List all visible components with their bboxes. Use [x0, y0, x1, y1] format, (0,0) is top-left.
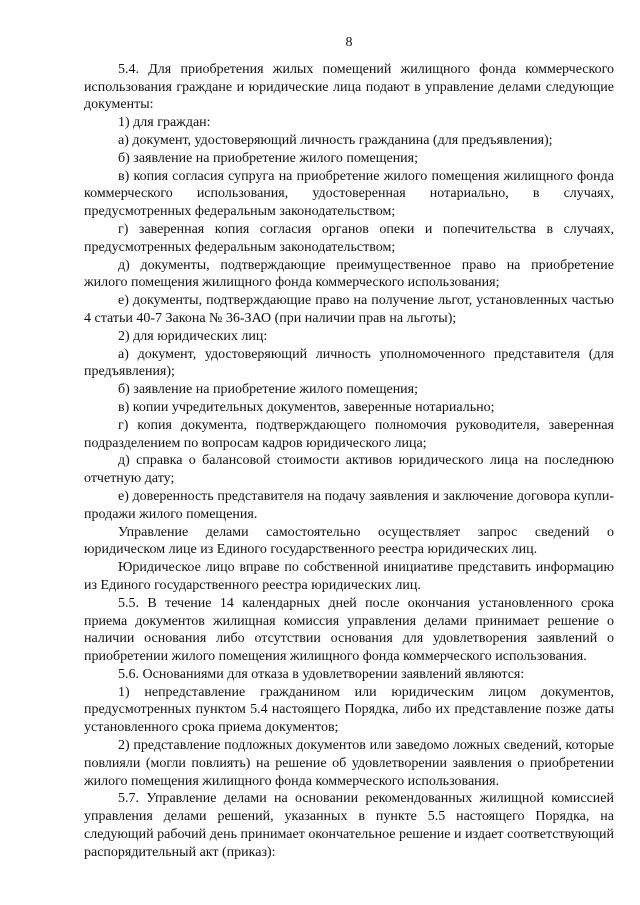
paragraph: б) заявление на приобретение жилого помещения;: [118, 382, 419, 398]
paragraph: д) справка о балансовой стоимости активов юридического лица на последнюю отчетную дату;: [84, 453, 614, 487]
paragraph: г) копия документа, подтверждающего полномочия руководителя, заверенная подразделением по вопросам кадров юридического лица;: [84, 417, 614, 451]
paragraph: Управление делами самостоятельно осуществляет запрос сведений о юридическом лице из Единого государственного реестра юридических лиц.: [84, 524, 614, 558]
paragraph: Юридическое лицо вправе по собственной инициативе представить информацию из Единого государственного реестра юридических лиц.: [84, 560, 614, 593]
document-body: [84, 61, 614, 862]
paragraph: г) заверенная копия согласия органов опеки и попечительства в случаях, предусмотренных федеральным законодательством;: [84, 221, 614, 255]
paragraph: 5.4. Для приобретения жилых помещений жилищного фонда коммерческого использования граждане и юридические лица подают в управление делами следующие документы:: [84, 61, 614, 113]
paragraph: 5.5. В течение 14 календарных дней после окончания установленного срока приема документов жилищная комиссия управления делами принимает решение о наличии основания либо отсутствии основания для удовлетворения заявлений о приобретении жилого помещения жилищного фонда коммерческого использования.: [84, 595, 614, 665]
paragraph: е) доверенность представителя на подачу заявления и заключение договора купли-продажи жилого помещения.: [84, 488, 614, 522]
paragraph: а) документ, удостоверяющий личность уполномоченного представителя (для предъявления);: [84, 346, 614, 380]
paragraph: 2) представление подложных документов или заведомо ложных сведений, которые повлияли (могли повлиять) на решение об удовлетворении заявления о приобретении жилого помещения жилищного фонда коммерческого использования.: [84, 738, 614, 789]
paragraph: в) копия согласия супруга на приобретение жилого помещения жилищного фонда коммерческого использования, удостоверенная нотариально, в случаях, предусмотренных федеральным законодательством;: [84, 168, 614, 220]
paragraph: а) документ, удостоверяющий личность гражданина (для предъявления);: [118, 132, 553, 148]
paragraph: 5.6. Основаниями для отказа в удовлетворении заявлений являются:: [118, 666, 525, 682]
page-number: 8: [345, 35, 353, 50]
paragraph: в) копии учредительных документов, заверенные нотариально;: [118, 399, 495, 415]
paragraph: е) документы, подтверждающие право на получение льгот, установленных частью 4 статьи 40-7 Закона № 36-ЗАО (при наличии прав на льготы);: [84, 293, 614, 326]
paragraph: 5.7. Управление делами на основании рекомендованных жилищной комиссией управления делами решений, указанных в пункте 5.5 настоящего Порядка, на следующий рабочий день принимает окончательное решение и издает соответствующий распорядительный акт (приказ):: [84, 791, 614, 860]
paragraph: 1) непредставление гражданином или юридическим лицом документов, предусмотренных пунктом 5.4 настоящего Порядка, либо их представление позже даты установленного срока приема документов;: [84, 684, 614, 736]
paragraph: д) документы, подтверждающие преимущественное право на приобретение жилого помещения жилищного фонда коммерческого использования;: [84, 257, 614, 291]
paragraph: б) заявление на приобретение жилого помещения;: [118, 150, 419, 166]
paragraph: 1) для граждан:: [118, 115, 211, 131]
paragraph: 2) для юридических лиц:: [118, 328, 268, 344]
